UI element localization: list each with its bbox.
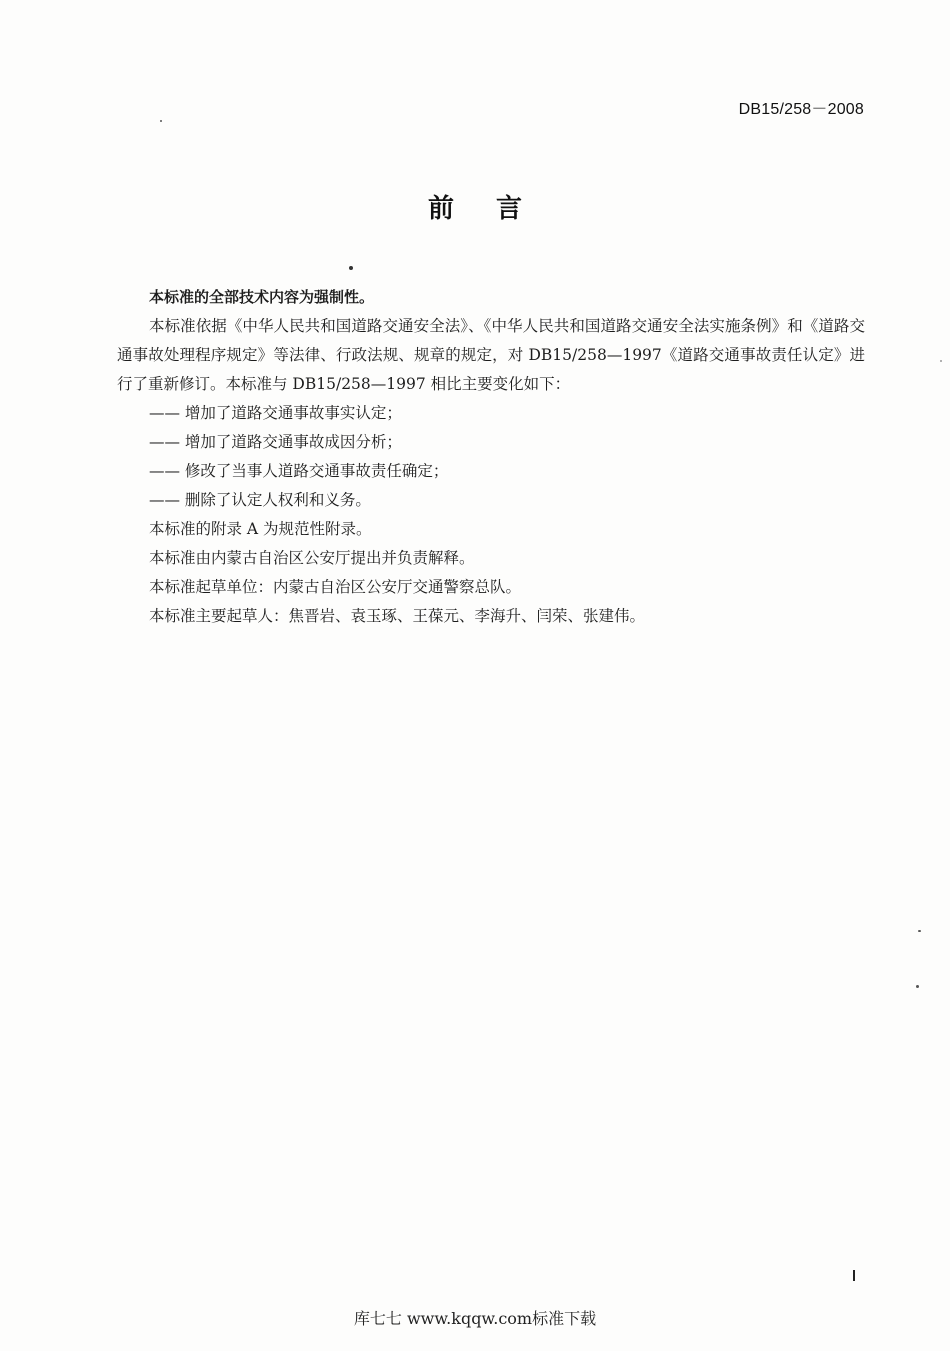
paragraph-basis: 本标准依据《中华人民共和国道路交通安全法》、《中华人民共和国道路交通安全法实施条例》和《道路交通事故处理程序规定》等法律、行政法规、规章的规定，对 DB15/258—1997《道路交通事故责任认定》进行了重新修订。本标准与 DB15/258—1997 相比主要变化如下： xyxy=(117,317,865,393)
footer-watermark: 库七七 www.kqqw.com标准下载 xyxy=(353,1309,597,1328)
paragraph-drafting-unit: 本标准起草单位：内蒙古自治区公安厅交通警察总队。 xyxy=(149,578,522,596)
paragraph-proposer: 本标准由内蒙古自治区公安厅提出并负责解释。 xyxy=(149,549,475,567)
paragraph-drafters: 本标准主要起草人：焦晋岩、袁玉琢、王葆元、李海升、闫荣、张建伟。 xyxy=(149,607,646,625)
scan-mark xyxy=(853,1270,855,1281)
scan-speck xyxy=(160,120,162,122)
scan-speck xyxy=(918,930,921,932)
list-item: —— 修改了当事人道路交通事故责任确定； xyxy=(149,462,449,480)
scan-speck xyxy=(916,985,919,988)
paragraph-mandatory: 本标准的全部技术内容为强制性。 xyxy=(149,288,375,306)
document-code: DB15/258－2008 xyxy=(738,101,864,118)
page-title: 前言 xyxy=(427,194,564,224)
list-item: —— 增加了道路交通事故事实认定； xyxy=(149,404,402,422)
scan-speck xyxy=(349,266,353,270)
scan-speck xyxy=(940,360,942,362)
document-body xyxy=(117,283,865,631)
list-item: —— 删除了认定人权利和义务。 xyxy=(149,491,371,509)
list-item: —— 增加了道路交通事故成因分析； xyxy=(149,433,402,451)
paragraph-appendix: 本标准的附录 A 为规范性附录。 xyxy=(149,520,372,538)
